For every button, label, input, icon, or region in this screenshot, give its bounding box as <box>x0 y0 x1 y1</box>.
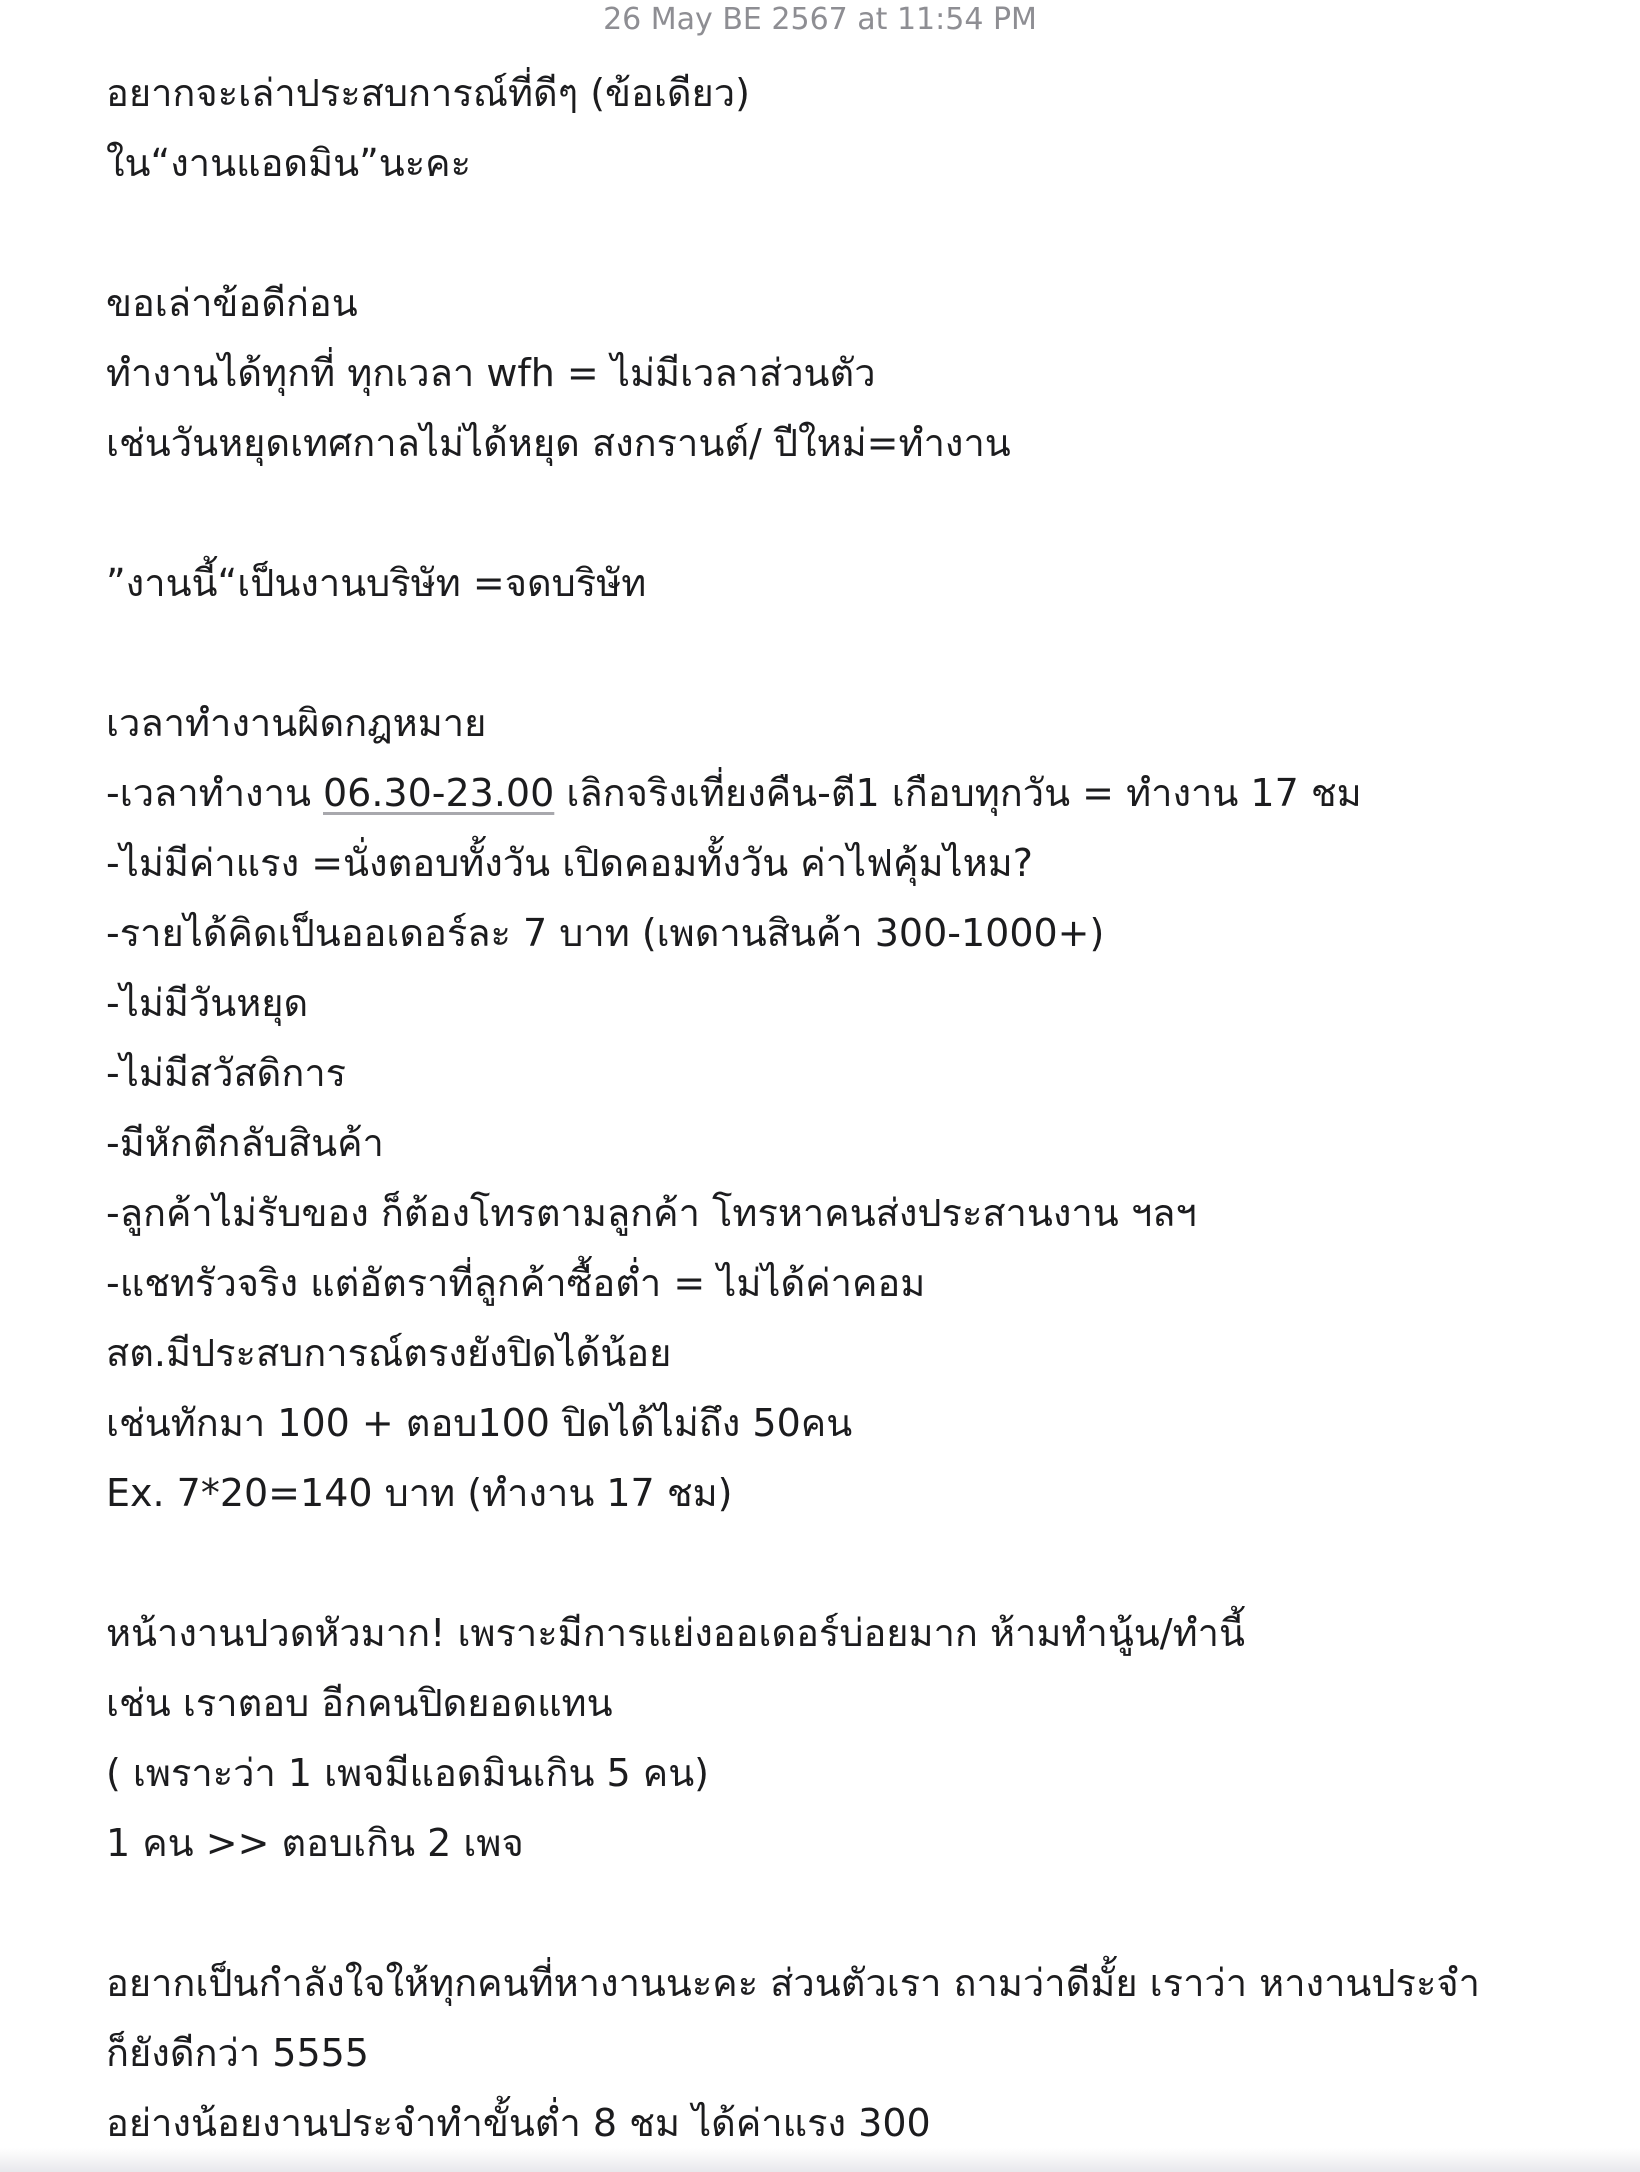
note-line: 1 คน >> ตอบเกิน 2 เพจ <box>106 1821 524 1865</box>
note-line: ก็ยังดีกว่า 5555 <box>106 2031 369 2075</box>
note-line: เวลาทำงานผิดกฎหมาย <box>106 701 487 745</box>
note-line: สต.มีประสบการณ์ตรงยังปิดได้น้อย <box>106 1331 672 1375</box>
note-line: ”งานนี้“เป็นงานบริษัท =จดบริษัท <box>106 561 647 605</box>
bottom-fade <box>0 2148 1640 2172</box>
work-hours-prefix: -เวลาทำงาน <box>106 771 323 815</box>
note-line: -ลูกค้าไม่รับของ ก็ต้องโทรตามลูกค้า โทรหาคนส่งประสานงาน ฯลฯ <box>106 1191 1197 1235</box>
note-line: ทำงานได้ทุกที่ ทุกเวลา wfh = ไม่มีเวลาส่วนตัว <box>106 351 876 395</box>
blank-line <box>106 1878 1586 1948</box>
blank-line <box>106 618 1586 688</box>
note-line: -ไม่มีสวัสดิการ <box>106 1051 347 1095</box>
note-line: เช่นวันหยุดเทศกาลไม่ได้หยุด สงกรานต์/ ปีใหม่=ทำงาน <box>106 421 1011 465</box>
work-hours-suffix: เลิกจริงเที่ยงคืน-ตี1 เกือบทุกวัน = ทำงาน 17 ชม <box>554 771 1362 815</box>
note-line: อย่างน้อยงานประจำทำขั้นต่ำ 8 ชม ได้ค่าแรง 300 <box>106 2101 931 2145</box>
note-line: -มีหักตีกลับสินค้า <box>106 1121 384 1165</box>
blank-line <box>106 478 1586 548</box>
note-line: -ไม่มีค่าแรง =นั่งตอบทั้งวัน เปิดคอมทั้งวัน ค่าไฟคุ้มไหม? <box>106 841 1033 885</box>
note-line: -ไม่มีวันหยุด <box>106 981 309 1025</box>
note-timestamp: 26 May BE 2567 at 11:54 PM <box>603 2 1037 37</box>
note-line: เช่นทักมา 100 + ตอบ100 ปิดได้ไม่ถึง 50คน <box>106 1401 853 1445</box>
note-line: Ex. 7*20=140 บาท (ทำงาน 17 ชม) <box>106 1471 733 1515</box>
note-line: หน้างานปวดหัวมาก! เพราะมีการแย่งออเดอร์บ่อยมาก ห้ามทำนู้น/ทำนี้ <box>106 1611 1245 1655</box>
note-body[interactable] <box>106 58 1586 2158</box>
note-line-work-hours <box>106 758 1586 828</box>
note-line: -รายได้คิดเป็นออเดอร์ละ 7 บาท (เพดานสินค้า 300-1000+) <box>106 911 1105 955</box>
blank-line <box>106 1528 1586 1598</box>
work-hours-detected-link[interactable]: 06.30-23.00 <box>323 771 555 815</box>
blank-line <box>106 198 1586 268</box>
note-line: ใน“งานแอดมิน”นะคะ <box>106 141 472 185</box>
note-line: อยากจะเล่าประสบการณ์ที่ดีๆ (ข้อเดียว) <box>106 71 750 115</box>
note-line: อยากเป็นกำลังใจให้ทุกคนที่หางานนะคะ ส่วนตัวเรา ถามว่าดีมั้ย เราว่า หางานประจำ <box>106 1961 1480 2005</box>
note-line: ขอเล่าข้อดีก่อน <box>106 281 358 325</box>
note-line: -แชทรัวจริง แต่อัตราที่ลูกค้าซื้อต่ำ = ไม่ได้ค่าคอม <box>106 1261 926 1305</box>
note-line: เช่น เราตอบ อีกคนปิดยอดแทน <box>106 1681 613 1725</box>
note-line: ( เพราะว่า 1 เพจมีแอดมินเกิน 5 คน) <box>106 1751 710 1795</box>
